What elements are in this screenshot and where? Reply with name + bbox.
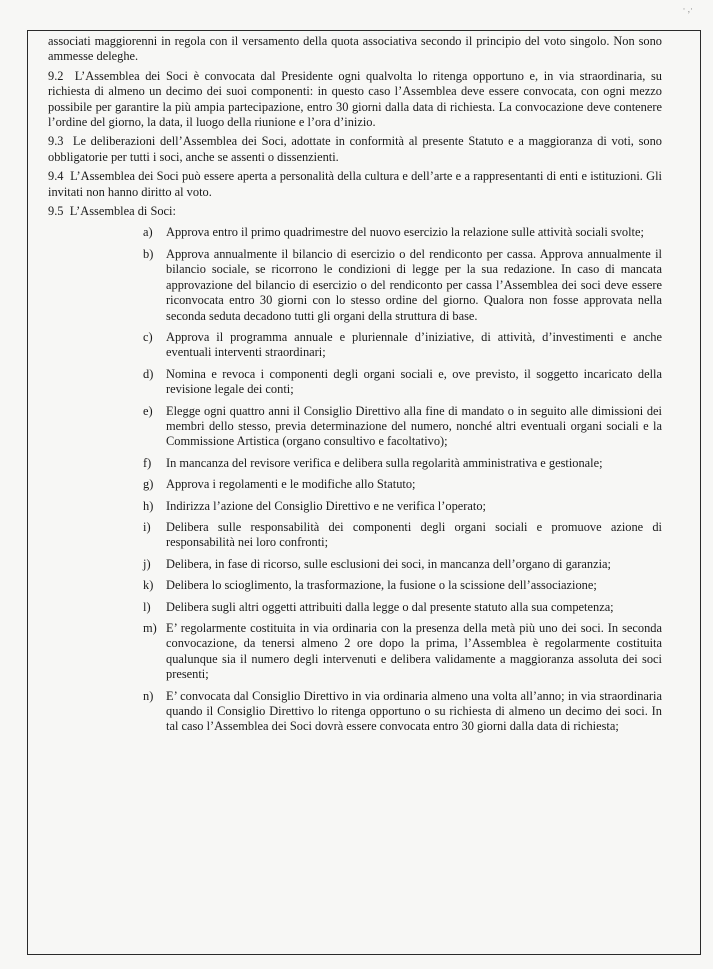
item-label: f) [143, 455, 152, 470]
list-item [143, 578, 662, 593]
item-text: Elegge ogni quattro anni il Consiglio Direttivo alla fine di mandato o in seguito alle dimissioni dei membri dello stesso, previa determinazione del numero, nonché altri eventuali organi sociali e la Commissione Artistica (organo consultivo e facoltativo); [166, 403, 662, 449]
item-label: g) [143, 477, 154, 492]
paragraph-number: 9.2 [48, 68, 64, 83]
list-item [143, 456, 662, 471]
item-label: d) [143, 366, 154, 381]
paragraph-number: 9.4 [48, 169, 64, 184]
item-text: In mancanza del revisore verifica e delibera sulla regolarità amministrativa e gestionale; [166, 455, 603, 470]
item-label: b) [143, 246, 154, 261]
item-text: Nomina e revoca i componenti degli organi sociali e, ove previsto, il soggetto incaricato della revisione legale dei conti; [166, 366, 662, 397]
item-label: c) [143, 329, 153, 344]
item-label: i) [143, 519, 151, 534]
list-item [143, 477, 662, 492]
item-label: e) [143, 403, 153, 418]
list-item [143, 225, 662, 240]
item-label: m) [143, 621, 157, 635]
list-item [143, 367, 662, 398]
item-text: Approva i regolamenti e le modifiche allo Statuto; [166, 477, 416, 492]
paragraph-9-4 [48, 169, 662, 200]
item-text: Delibera lo scioglimento, la trasformazione, la fusione o la scissione dell’associazione; [166, 578, 597, 593]
list-item [143, 557, 662, 572]
item-text: Approva annualmente il bilancio di esercizio o del rendiconto per cassa. Approva annualmente il bilancio sociale, se ricorrono le condizioni di legge per la sua redazione. In caso di mancata approvazione del bilancio di esercizio o del rendiconto per cassa l’Assemblea dei soci deve essere riconvocata entro 30 giorni con lo stesso ordine del giorno. Qualora non fosse approvata nella seconda seduta decadono tutti gli organi della struttura di base. [166, 246, 662, 323]
list-item [143, 600, 662, 615]
item-text: Delibera sulle responsabilità dei componenti degli organi sociali e promuove azione di responsabilità nei loro confronti; [166, 519, 662, 550]
paragraph-9-3 [48, 134, 662, 165]
item-text: Delibera, in fase di ricorso, sulle esclusioni dei soci, in mancanza dell’organo di garanzia; [166, 556, 611, 571]
item-label: l) [143, 599, 151, 614]
paragraph-text: Le deliberazioni dell’Assemblea dei Soci, adottate in conformità al presente Statuto e a maggioranza di voti, sono obbligatorie per tutti i soci, anche se assenti o dissenzienti. [48, 134, 662, 164]
item-label: n) [143, 688, 154, 703]
corner-mark: · ,· [682, 4, 693, 14]
paragraph-9-5 [48, 204, 662, 219]
item-label: h) [143, 498, 154, 513]
paragraph-text: L’Assemblea di Soci: [69, 204, 176, 219]
assembly-powers-list [143, 225, 662, 734]
item-text: E’ regolarmente costituita in via ordinaria con la presenza della metà più uno dei soci. In seconda convocazione, da tenersi almeno 2 ore dopo la prima, l’Assemblea è regolarmente costituita qualunque sia il numero degli intervenuti e delibera validamente a maggioranza assoluta dei soci presenti; [166, 621, 662, 682]
list-item [143, 621, 662, 683]
item-text: Approva entro il primo quadrimestre del nuovo esercizio la relazione sulle attività sociali svolte; [166, 225, 644, 240]
list-item [143, 499, 662, 514]
list-item [143, 330, 662, 361]
item-text: Delibera sugli altri oggetti attribuiti dalla legge o dal presente statuto alla sua competenza; [166, 599, 614, 614]
paragraph-text: L’Assemblea dei Soci è convocata dal Presidente ogni qualvolta lo ritenga opportuno e, in via straordinaria, su richiesta di almeno un decimo dei suoi componenti: in questo caso l’Assemblea deve essere convocata, con ogni mezzo possibile per garantire la più ampia partecipazione, entro 30 giorni dalla data di richiesta. La convocazione deve contenere l’ordine del giorno, la data, il luogo della riunione e l’ora d’inizio. [48, 68, 662, 130]
paragraph-number: 9.3 [48, 134, 64, 149]
item-text: E’ convocata dal Consiglio Direttivo in via ordinaria almeno una volta all’anno; in via straordinaria quando il Consiglio Direttivo lo ritenga opportuno o su richiesta di almeno un decimo dei soci. In tal caso l’Assemblea dei Soci dovrà essere convocata entro 30 giorni dalla data di richiesta; [166, 688, 662, 734]
item-text: Approva il programma annuale e pluriennale d’iniziative, di attività, d’investimenti e anche eventuali interventi straordinari; [166, 329, 662, 360]
item-text: Indirizza l’azione del Consiglio Direttivo e ne verifica l’operato; [166, 498, 486, 513]
paragraph-number: 9.5 [48, 204, 64, 219]
paragraph-9-2 [48, 69, 662, 131]
list-item [143, 520, 662, 551]
list-item [143, 404, 662, 450]
document-body [48, 34, 662, 741]
list-item [143, 689, 662, 735]
item-label: k) [143, 578, 154, 593]
opening-paragraph: associati maggiorenni in regola con il versamento della quota associativa secondo il principio del voto singolo. Non sono ammesse deleghe. [48, 34, 662, 64]
list-item [143, 247, 662, 324]
paragraph-text: L’Assemblea dei Soci può essere aperta a personalità della cultura e dell’arte e a rappresentanti di enti e istituzioni. Gli invitati non hanno diritto al voto. [48, 169, 662, 199]
item-label: j) [143, 556, 151, 571]
item-label: a) [143, 225, 153, 240]
